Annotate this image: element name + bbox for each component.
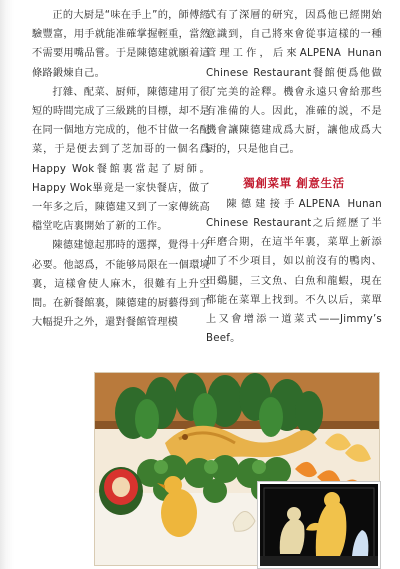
article-paragraph-1: 正的大厨是“味在手上”的，師傅經驗豐富，用手就能准確掌握輕重，當然不需要用嘴品嘗。于是陳德建就願着這條路鍛煉自己。 — [32, 10, 210, 79]
left-column — [32, 6, 210, 332]
article-paragraph-4: 式有了深層的研究，因爲他已經開始意識到，自己將來會從事這樣的一種管理工作，后來ALPENA Hunan Chinese Restaurant餐館便爲他做了完美的詮釋。機會永遠只會給那些有准備的人。因此，准確的説，不是機會讓陳德建成爲大厨，讓他成爲大厨的，只是他自己。 — [206, 10, 382, 156]
inset-illustration — [260, 484, 378, 566]
article-paragraph-5: 陳德建接手ALPENA Hunan Chinese Restaurant之后經歷了半年磨合期，在這半年裏，菜單上新添加了不少項目，如以前沒有的鴨肉、田鷄腿，三文魚、白魚和龍蝦，現在都能在菜單上找到。不久以后，菜單上又會增添一道菜式——Jimmy’s Beef。 — [206, 198, 382, 345]
section-heading: 獨創菜單 創意生活 — [243, 175, 345, 190]
right-column — [206, 6, 382, 348]
article-paragraph-2: 打雜、配菜、厨师，陳德建用了很短的時間完成了三級跳的目標，却不是在同一個地方完成的，他不甘做一名配菜，于是便去到了芝加哥的一個名爲Happy Wok餐館裏當起了厨師。Happy Wok畢竟是一家快餐店，做了一年多之后，陳德建又到了一家傳統高檔堂吃店裏開始了新的工作。 — [32, 86, 210, 233]
inset-carving-photo — [258, 482, 380, 568]
article-paragraph-3: 陳德建憶起那時的選擇，覺得十分必要。他認爲，不能够局限在一個環境裏，這樣會使人麻木，很難有上升空間。在新餐館裏，陳德建的厨藝得到了大幅提升之外，還對餐館管理模 — [32, 240, 210, 329]
